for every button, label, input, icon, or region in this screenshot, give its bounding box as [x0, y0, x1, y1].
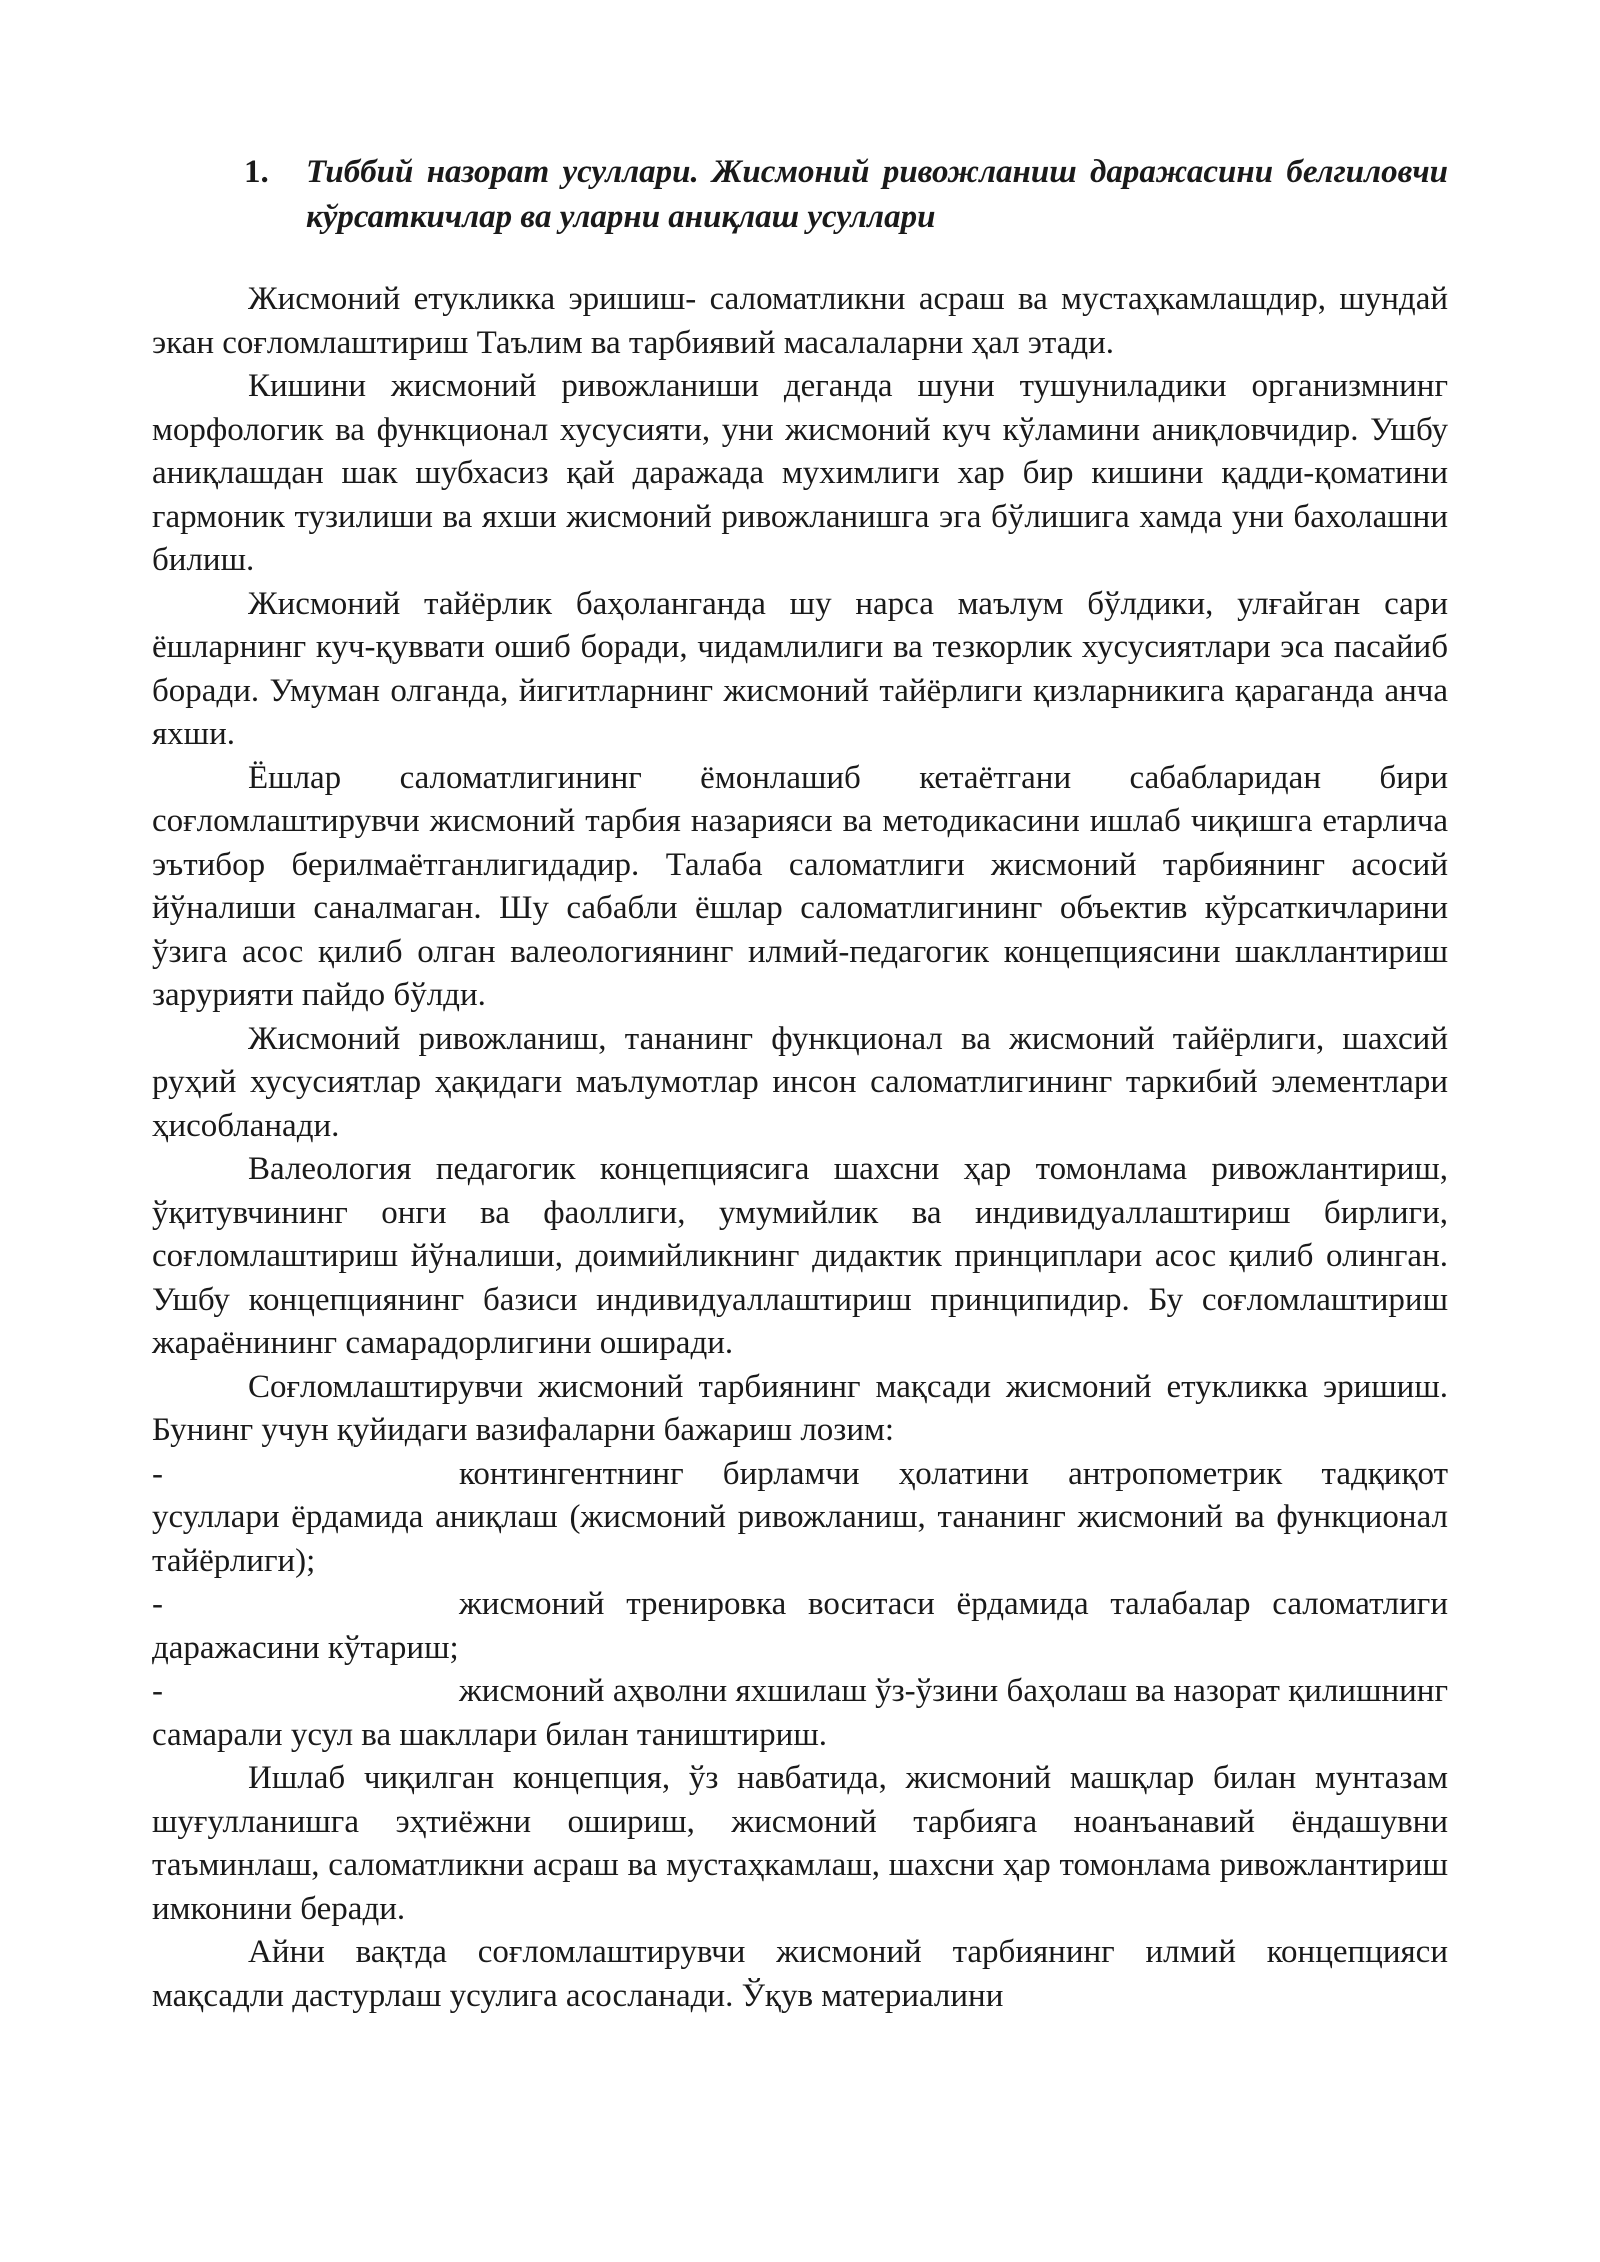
bullet-text: жисмоний аҳволни яхшилаш ўз-ўзини баҳолаш ва назорат қилишнинг самарали усул ва шакллари билан таништириш. — [152, 1673, 1448, 1753]
paragraph: Айни вақтда соғломлаштирувчи жисмоний тарбиянинг илмий концепцияси мақсадли дастурлаш усулига асосланади. Ўқув материалини — [152, 1934, 1448, 2014]
heading-text: Тиббий назорат усуллари. Жисмоний ривожланиш даражасини белгиловчи кўрсаткичлар ва уларни аниқлаш усуллари — [306, 154, 1448, 235]
bullet-dash: - — [152, 1673, 163, 1709]
bullet-item — [152, 1583, 1448, 1670]
paragraph: Жисмоний тайёрлик баҳоланганда шу нарса маълум бўлдики, улғайган сари ёшларнинг куч-қуввати ошиб боради, чидамлилиги ва тезкорлик хусусиятлари эса пасайиб боради. Умуман олганда, йигитларнинг жисмоний тайёрлиги қизларникига қараганда анча яхши. — [152, 585, 1448, 752]
bullet-text: жисмоний тренировка воситаси ёрдамида талабалар саломатлиги даражасини кўтариш; — [152, 1586, 1448, 1666]
heading-number: 1. — [244, 154, 269, 190]
paragraph: Кишини жисмоний ривожланиши деганда шуни тушуниладики организмнинг морфологик ва функционал хусусияти, уни жисмоний куч кўламини аниқловчидир. Ушбу аниқлашдан шак шубхасиз қай даражада мухимлиги хар бир кишини қадди-қоматини гармоник тузилиши ва яхши жисмоний ривожланишга эга бўлишига хамда уни бахолашни билиш. — [152, 368, 1448, 578]
bullet-item — [152, 1670, 1448, 1757]
paragraph: Жисмоний ривожланиш, тананинг функционал ва жисмоний тайёрлиги, шахсий руҳий хусусиятлар ҳақидаги маълумотлар инсон саломатлигининг таркибий элементлари ҳисобланади. — [152, 1020, 1448, 1144]
paragraph: Соғломлаштирувчи жисмоний тарбиянинг мақсади жисмоний етукликка эришиш. Бунинг учун қуйидаги вазифаларни бажариш лозим: — [152, 1368, 1448, 1448]
bullet-text: контингентнинг бирламчи ҳолатини антропометрик тадқиқот усуллари ёрдамида аниқлаш (жисмоний ривожланиш, тананинг жисмоний ва функционал тайёрлиги); — [152, 1455, 1448, 1579]
bullet-item — [152, 1453, 1448, 1584]
paragraph: Ёшлар саломатлигининг ёмонлашиб кетаётгани сабабларидан бири соғломлаштирувчи жисмоний тарбия назарияси ва методикасини ишлаб чиқишга етарлича эътибор берилмаётганлигидадир. Талаба саломатлиги жисмоний тарбиянинг асосий йўналиши саналмаган. Шу сабабли ёшлар саломатлигининг объектив кўрсаткичларини ўзига асос қилиб олган валеологиянинг илмий-педагогик концепциясини шакллантириш зарурияти пайдо бўлди. — [152, 759, 1448, 1013]
bullet-dash: - — [152, 1455, 163, 1492]
paragraph: Валеология педагогик концепциясига шахсни ҳар томонлама ривожлантириш, ўқитувчининг онги ва фаоллиги, умумийлик ва индивидуаллаштириш бирлиги, соғломлаштириш йўналиши, доимийликнинг дидактик принциплари асос қилиб олинган. Ушбу концепциянинг базиси индивидуаллаштириш принципидир. Бу соғломлаштириш жараёнининг самарадорлигини оширади. — [152, 1151, 1448, 1361]
bullet-dash: - — [152, 1586, 163, 1622]
section-heading — [244, 150, 1448, 240]
document-page — [152, 150, 1448, 2018]
paragraph: Жисмоний етукликка эришиш- саломатликни асраш ва мустаҳкамлашдир, шундай экан соғломлаштириш Таълим ва тарбиявий масалаларни ҳал этади. — [152, 281, 1448, 361]
paragraph: Ишлаб чиқилган концепция, ўз навбатида, жисмоний машқлар билан мунтазам шуғулланишга эҳтиёжни ошириш, жисмоний тарбияга ноанъанавий ёндашувни таъминлаш, саломатликни асраш ва мустаҳкамлаш, шахсни ҳар томонлама ривожлантириш имконини беради. — [152, 1760, 1448, 1927]
